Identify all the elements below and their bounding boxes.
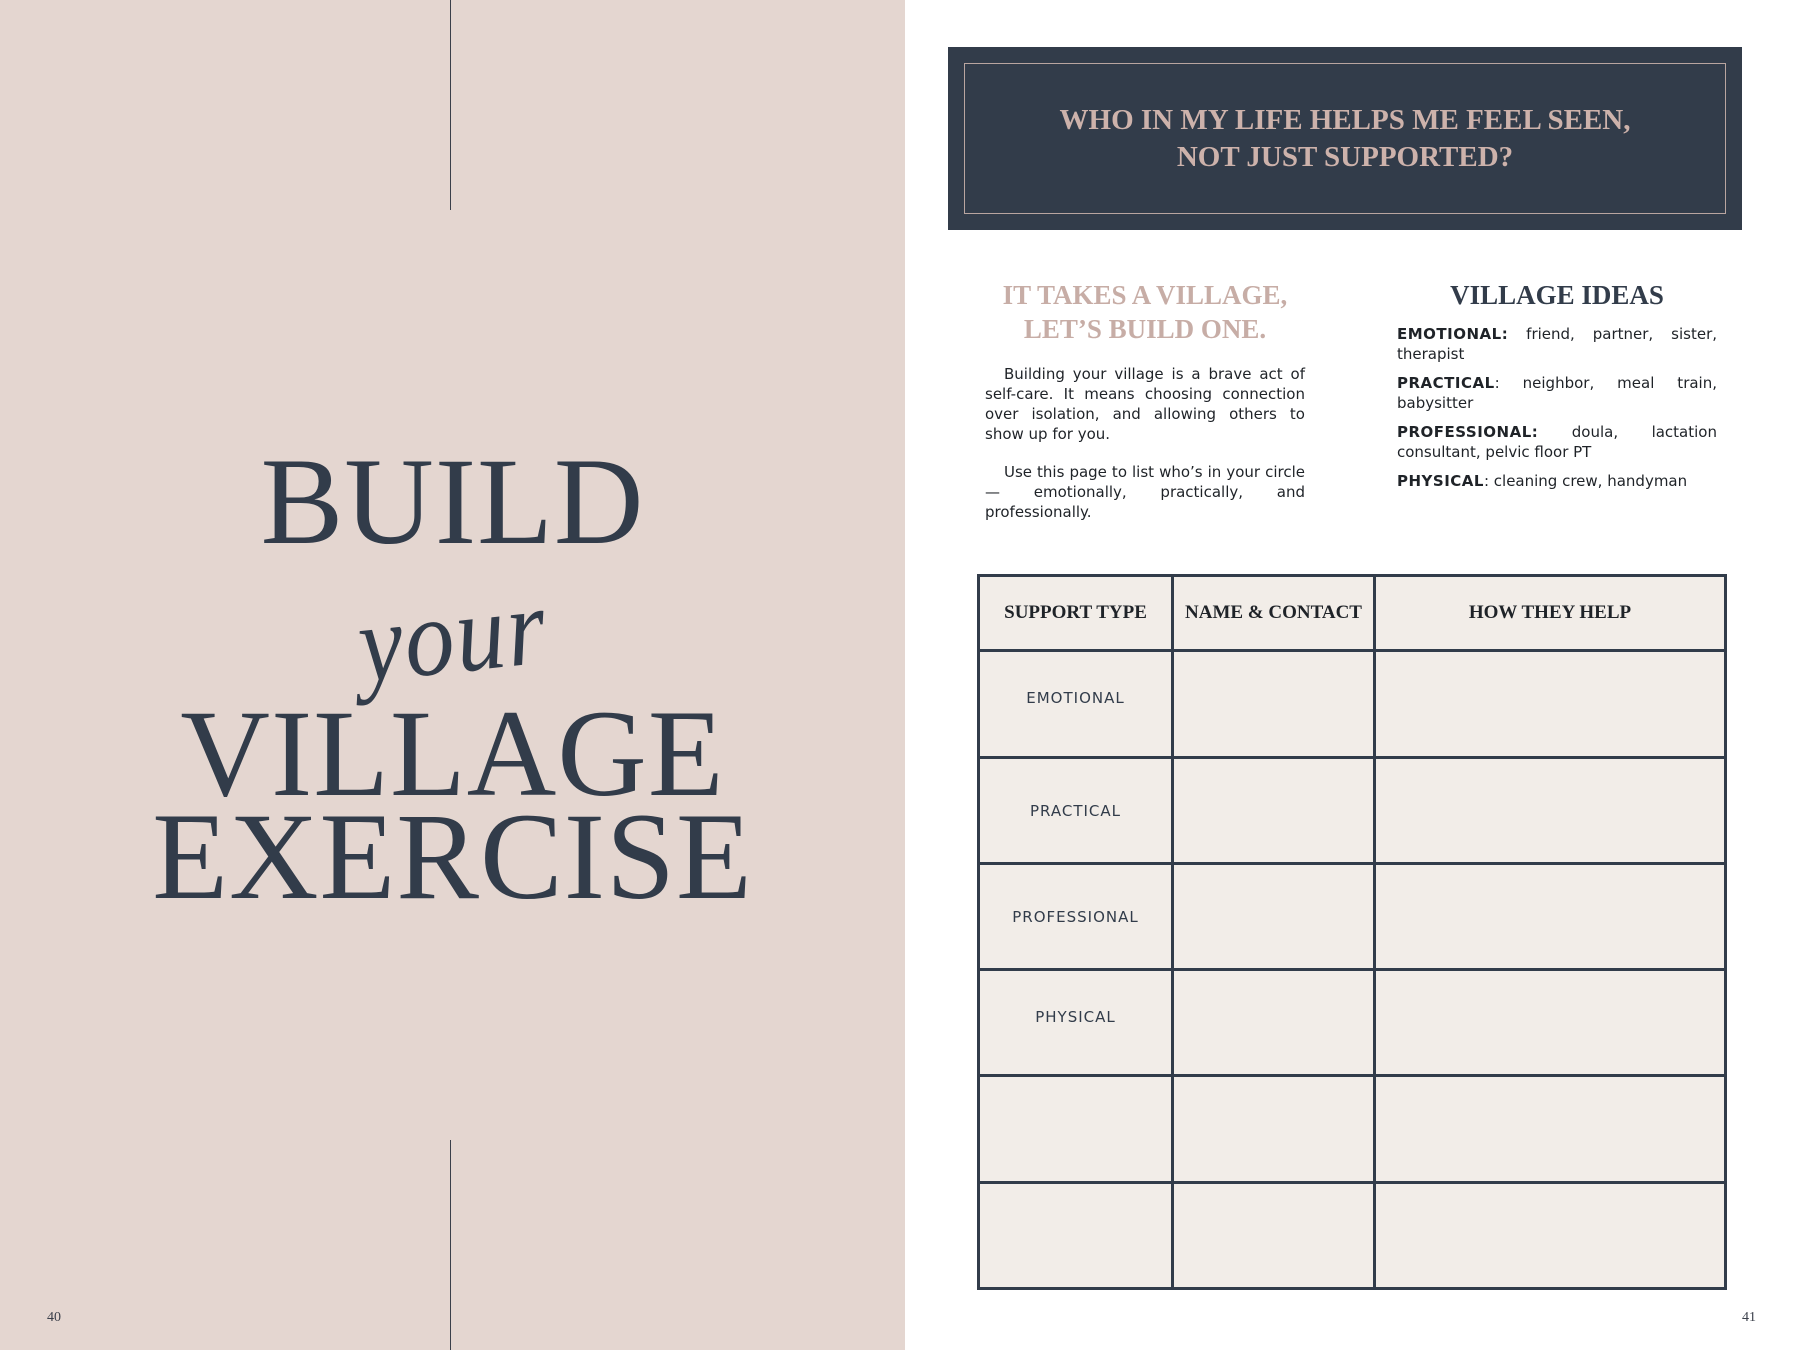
how-they-help-cell[interactable] — [1375, 757, 1726, 863]
idea-label: PHYSICAL — [1397, 472, 1484, 490]
intro-column — [985, 278, 1305, 522]
idea-label: PRACTICAL — [1397, 374, 1495, 392]
how-they-help-cell[interactable] — [1375, 1076, 1726, 1182]
header-name-contact: NAME & CONTACT — [1173, 576, 1375, 651]
support-type-cell — [979, 863, 1173, 969]
banner-line-1: WHO IN MY LIFE HELPS ME FEEL SEEN, — [1059, 103, 1631, 136]
how-they-help-cell[interactable] — [1375, 651, 1726, 757]
row-label-practical: PRACTICAL — [1029, 801, 1121, 820]
support-type-cell[interactable] — [979, 1182, 1173, 1288]
how-they-help-cell[interactable] — [1375, 1182, 1726, 1288]
top-divider-line — [450, 0, 451, 210]
idea-text: doula, lactation consultant, pelvic floor PT — [1397, 423, 1717, 461]
name-contact-cell[interactable] — [1173, 757, 1375, 863]
title-script-your: your — [352, 564, 553, 706]
idea-emotional — [1397, 324, 1717, 364]
table-row — [979, 970, 1726, 1076]
support-type-cell — [979, 651, 1173, 757]
support-type-cell — [979, 970, 1173, 1076]
ideas-heading: VILLAGE IDEAS — [1450, 280, 1664, 310]
village-table — [977, 574, 1727, 1290]
bottom-divider-line — [450, 1140, 451, 1350]
title-village: VILLAGE — [180, 685, 725, 822]
row-label-emotional: EMOTIONAL — [1026, 689, 1125, 708]
title-exercise: EXERCISE — [152, 788, 753, 925]
table-row — [979, 1076, 1726, 1182]
page-number-left: 40 — [47, 1310, 61, 1325]
idea-label: EMOTIONAL: — [1397, 325, 1509, 343]
idea-text: : neighbor, meal train, babysitter — [1397, 374, 1717, 412]
intro-heading-line-2: LET’S BUILD ONE. — [1023, 314, 1267, 344]
header-support-type: SUPPORT TYPE — [979, 576, 1173, 651]
row-label-physical: PHYSICAL — [1035, 1008, 1116, 1027]
ideas-column — [1397, 278, 1717, 500]
table-row — [979, 863, 1726, 969]
banner-line-2: NOT JUST SUPPORTED? — [1176, 140, 1514, 173]
idea-physical — [1397, 471, 1717, 491]
how-they-help-cell[interactable] — [1375, 970, 1726, 1076]
intro-heading-line-1: IT TAKES A VILLAGE, — [1002, 280, 1288, 310]
idea-label: PROFESSIONAL: — [1397, 423, 1539, 441]
table-row — [979, 651, 1726, 757]
support-type-cell — [979, 757, 1173, 863]
table-row — [979, 1182, 1726, 1288]
how-they-help-cell[interactable] — [1375, 863, 1726, 969]
table-row — [979, 757, 1726, 863]
name-contact-cell[interactable] — [1173, 970, 1375, 1076]
idea-text: : cleaning crew, handyman — [1483, 472, 1688, 490]
name-contact-cell[interactable] — [1173, 1182, 1375, 1288]
name-contact-cell[interactable] — [1173, 1076, 1375, 1182]
title-build: BUILD — [260, 433, 645, 570]
name-contact-cell[interactable] — [1173, 651, 1375, 757]
intro-heading — [985, 278, 1305, 346]
intro-paragraph-2: Use this page to list who’s in your circle — emotionally, practically, and professionally. — [985, 463, 1305, 521]
banner-frame — [964, 63, 1726, 214]
question-banner — [948, 47, 1742, 230]
row-label-professional: PROFESSIONAL — [1012, 907, 1139, 926]
support-type-cell[interactable] — [979, 1076, 1173, 1182]
header-how-they-help: HOW THEY HELP — [1375, 576, 1726, 651]
intro-paragraph-1: Building your village is a brave act of self-care. It means choosing connection over isolation, and allowing others to show up for you. — [985, 365, 1305, 443]
table-header-row — [979, 576, 1726, 651]
idea-practical — [1397, 373, 1717, 413]
name-contact-cell[interactable] — [1173, 863, 1375, 969]
idea-professional — [1397, 422, 1717, 462]
idea-text: friend, partner, sister, therapist — [1397, 325, 1717, 363]
page-number-right: 41 — [1742, 1310, 1756, 1325]
